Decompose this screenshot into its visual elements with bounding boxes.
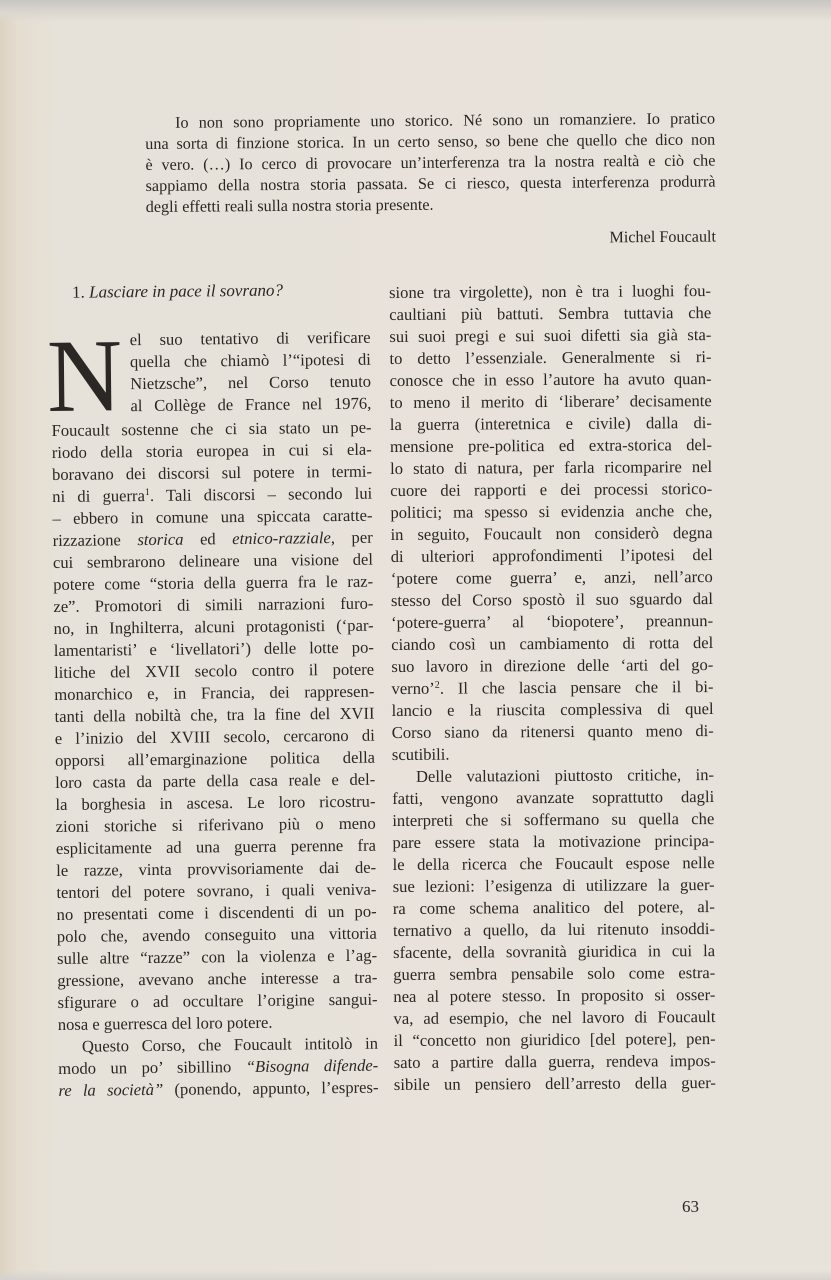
footnote-ref-2[interactable]: 2 (434, 679, 440, 691)
epigraph-line: una sorta di finzione storica. In un certo senso, so bene che quello che dico non (145, 130, 716, 153)
text-line: politici; ma spesso si evidenzia anche che, (390, 501, 713, 522)
text-line: ra come schema analitico del potere, al- (392, 897, 715, 918)
text-line: nea al potere stesso. In proposito si osser- (393, 985, 716, 1006)
page-number: 63 (682, 1197, 699, 1216)
epigraph-line: sappiamo della nostra storia passata. Se ci riesco, questa interferenza produrrà (145, 172, 716, 195)
epigraph-text (145, 109, 716, 218)
text-line: boravano dei discorsi sul potere in termi- (51, 461, 373, 484)
epigraph-author: Michel Foucault (609, 227, 717, 247)
text-line: e l’inizio del XVIII secolo, cercarono di (54, 725, 375, 748)
text-line: el suo tentativo di verificare (129, 327, 371, 350)
text-line: suo lavoro in direzione delle ‘arti del go- (391, 655, 714, 676)
text-line: sibile un pensiero dell’arresto della guer- (393, 1073, 716, 1094)
text-fragment: rizzazione (52, 530, 138, 550)
text-line: stesso del Corso spostò il suo sguardo dal (390, 589, 713, 610)
text-line: litiche del XVII secolo contro il potere (53, 659, 375, 682)
text-fragment: ni di guerra (52, 486, 145, 506)
section-title: Lasciare in pace il sovrano? (89, 280, 284, 302)
text-line: Questo Corso, che Foucault intitolò in (81, 1033, 379, 1056)
text-fragment: , per (330, 527, 373, 548)
text-line: va, ad esempio, che nel lavoro di Foucault (393, 1007, 716, 1028)
text-line: la guerra (interetnica e civile) dalla di- (389, 413, 712, 434)
text-line: ternativo a quello, da lui ritenuto insoddi- (392, 919, 716, 940)
text-fragment: (ponendo, appunto, l’espres- (163, 1077, 379, 1099)
text-line: sfigurare o ad occultare l’origine sangui- (57, 989, 378, 1012)
italic-term: etnico-razziale (232, 528, 331, 549)
text-line: no presentati come i discendenti di un po- (56, 901, 377, 924)
text-line: ‘potere come guerra’ e, anzi, nell’arco (390, 567, 713, 588)
text-line: no, in Inghilterra, alcuni protagonisti (‘par- (53, 615, 374, 638)
section-number: 1. (72, 282, 85, 302)
text-line: to detto l’essenziale. Generalmente si ri- (389, 347, 712, 368)
text-line: di ulteriori approfondimenti l’ipotesi del (390, 545, 713, 566)
text-line: fatti, vengono avanzate soprattutto dagli (392, 787, 715, 808)
text-line: Nietzsche”, nel Corso tenuto (130, 371, 372, 394)
text-line: tanti della nobiltà che, tra la fine del XVII (54, 703, 375, 726)
text-line: lo stato di natura, per farla ricomparire nel (390, 457, 713, 478)
text-line: cuore dei rapporti e dei processi storico- (390, 479, 713, 500)
text-line: in seguito, Foucault non considerò degna (390, 523, 713, 544)
paragraph (392, 764, 716, 1096)
text-line: tentori del potere sovrano, i quali veniva- (56, 879, 377, 902)
first-paragraph (46, 318, 378, 1036)
left-column (46, 279, 379, 1102)
text-line: il “concetto non giuridico [del potere], pen- (393, 1029, 716, 1050)
text-line: la borghesia in ascesa. Le loro ricostru- (55, 791, 376, 814)
text-line: gressione, avevano anche interesse a tra- (57, 967, 378, 990)
text-line: interpreti che si soffermano su quella che (392, 809, 715, 830)
text-line: loro casta da parte della casa reale e del- (55, 769, 376, 792)
text-line: scutibili. (391, 744, 450, 764)
text-line: caultiani più battuti. Sembra tuttavia che (389, 303, 712, 324)
text-fragment: . Il che lascia pensare che il bi- (439, 677, 714, 698)
epigraph-line: degli effetti reali sulla nostra storia presente. (145, 195, 434, 216)
text-line: quella che chiamò l’“ipotesi di (129, 349, 371, 372)
section-heading (72, 279, 370, 304)
italic-term: storica (137, 529, 184, 550)
epigraph (145, 109, 716, 252)
text-line: ze”. Promotori di simili narrazioni furo- (53, 593, 374, 616)
text-line: guerra sembra pensabile solo come estra- (393, 963, 716, 984)
text-line: sulle altre “razze” con la violenza e l’ag- (56, 945, 378, 968)
text-fragment: ed (183, 529, 233, 549)
epigraph-line: è vero. (…) Io cerco di provocare un’interferenza tra la nostra realtà e ciò che (145, 151, 716, 174)
text-line: lancio e la riuscita complessiva di quel (391, 699, 714, 720)
italic-title: “Bisogna difende- (245, 1055, 379, 1076)
text-line: ‘potere-guerra’ al ‘biopotere’, preannun- (391, 611, 714, 632)
text-line: sione tra virgolette), non è tra i luoghi fou- (389, 281, 712, 302)
text-line: – ebbero in comune una spiccata caratte- (52, 505, 373, 528)
text-line: sato a partire dalla guerra, rendeva impos- (393, 1051, 716, 1072)
text-line (58, 1077, 378, 1102)
italic-title: re la società” (58, 1079, 164, 1100)
text-line: esplicitamente ad una guerra perenne fra (55, 835, 377, 858)
text-line: nosa e guerresca del loro potere. (57, 1012, 273, 1034)
text-line: monarchico e, in Francia, dei rappresen- (54, 681, 375, 704)
footnote-ref-1[interactable]: 1 (144, 486, 150, 499)
text-line: cui sembrarono delineare una visione del (52, 549, 374, 572)
epigraph-line: Io non sono propriamente uno storico. Né sono un romanziere. Io pratico (175, 109, 716, 132)
text-line: le della ricerca che Foucault espose nelle (392, 853, 715, 874)
text-line: sui suoi pregi e sui suoi difetti sia già sta- (389, 325, 712, 346)
text-line: al Collège de France nel 1976, (130, 393, 372, 416)
text-line: ciando così un cambiamento di rotta del (391, 633, 714, 654)
text-fragment: modo un po’ sibillino (58, 1056, 246, 1078)
text-line: mensione pre-politica ed extra-storica del- (389, 435, 713, 456)
continued-paragraph (389, 280, 714, 766)
text-line (391, 676, 713, 700)
text-fragment: verno’ (391, 678, 435, 698)
page-bottom-edge (0, 1270, 831, 1280)
text-fragment: . Tali discorsi – secondo lui (149, 483, 373, 505)
text-line: le razze, vinta provvisoriamente dai de- (56, 857, 377, 880)
text-line: Corso siano da ritenersi quanto meno di- (391, 721, 714, 742)
text-line: polo che, avendo conseguito una vittoria (56, 923, 377, 946)
text-line: Delle valutazioni piuttosto critiche, in- (415, 765, 715, 786)
second-paragraph (58, 1033, 379, 1102)
page-top-shadow (0, 0, 831, 22)
text-line: lamentaristi’ e ‘livellatori’) delle lotte po- (53, 637, 374, 660)
text-line: opporsi all’emarginazione politica della (54, 747, 376, 770)
drop-cap: N (46, 318, 123, 435)
right-column (389, 280, 716, 1096)
text-line: Foucault sostenne che ci sia stato un pe- (51, 417, 372, 440)
text-line: sfacente, della sovranità giuridica in cui la (393, 941, 716, 962)
text-line: riodo della storia europea in cui si ela- (51, 439, 372, 462)
text-line: conosce che in esso l’autore ha avuto quan- (389, 369, 712, 390)
text-line: to meno il merito di ‘liberare’ decisamente (389, 391, 712, 412)
text-line: sue lezioni: l’esigenza di utilizzare la guer- (392, 875, 715, 896)
text-line: zioni storiche si riferivano più o meno (55, 813, 376, 836)
text-line: pare essere stata la motivazione principa- (392, 831, 715, 852)
text-line: potere come “storia della guerra fra le raz- (53, 571, 374, 594)
